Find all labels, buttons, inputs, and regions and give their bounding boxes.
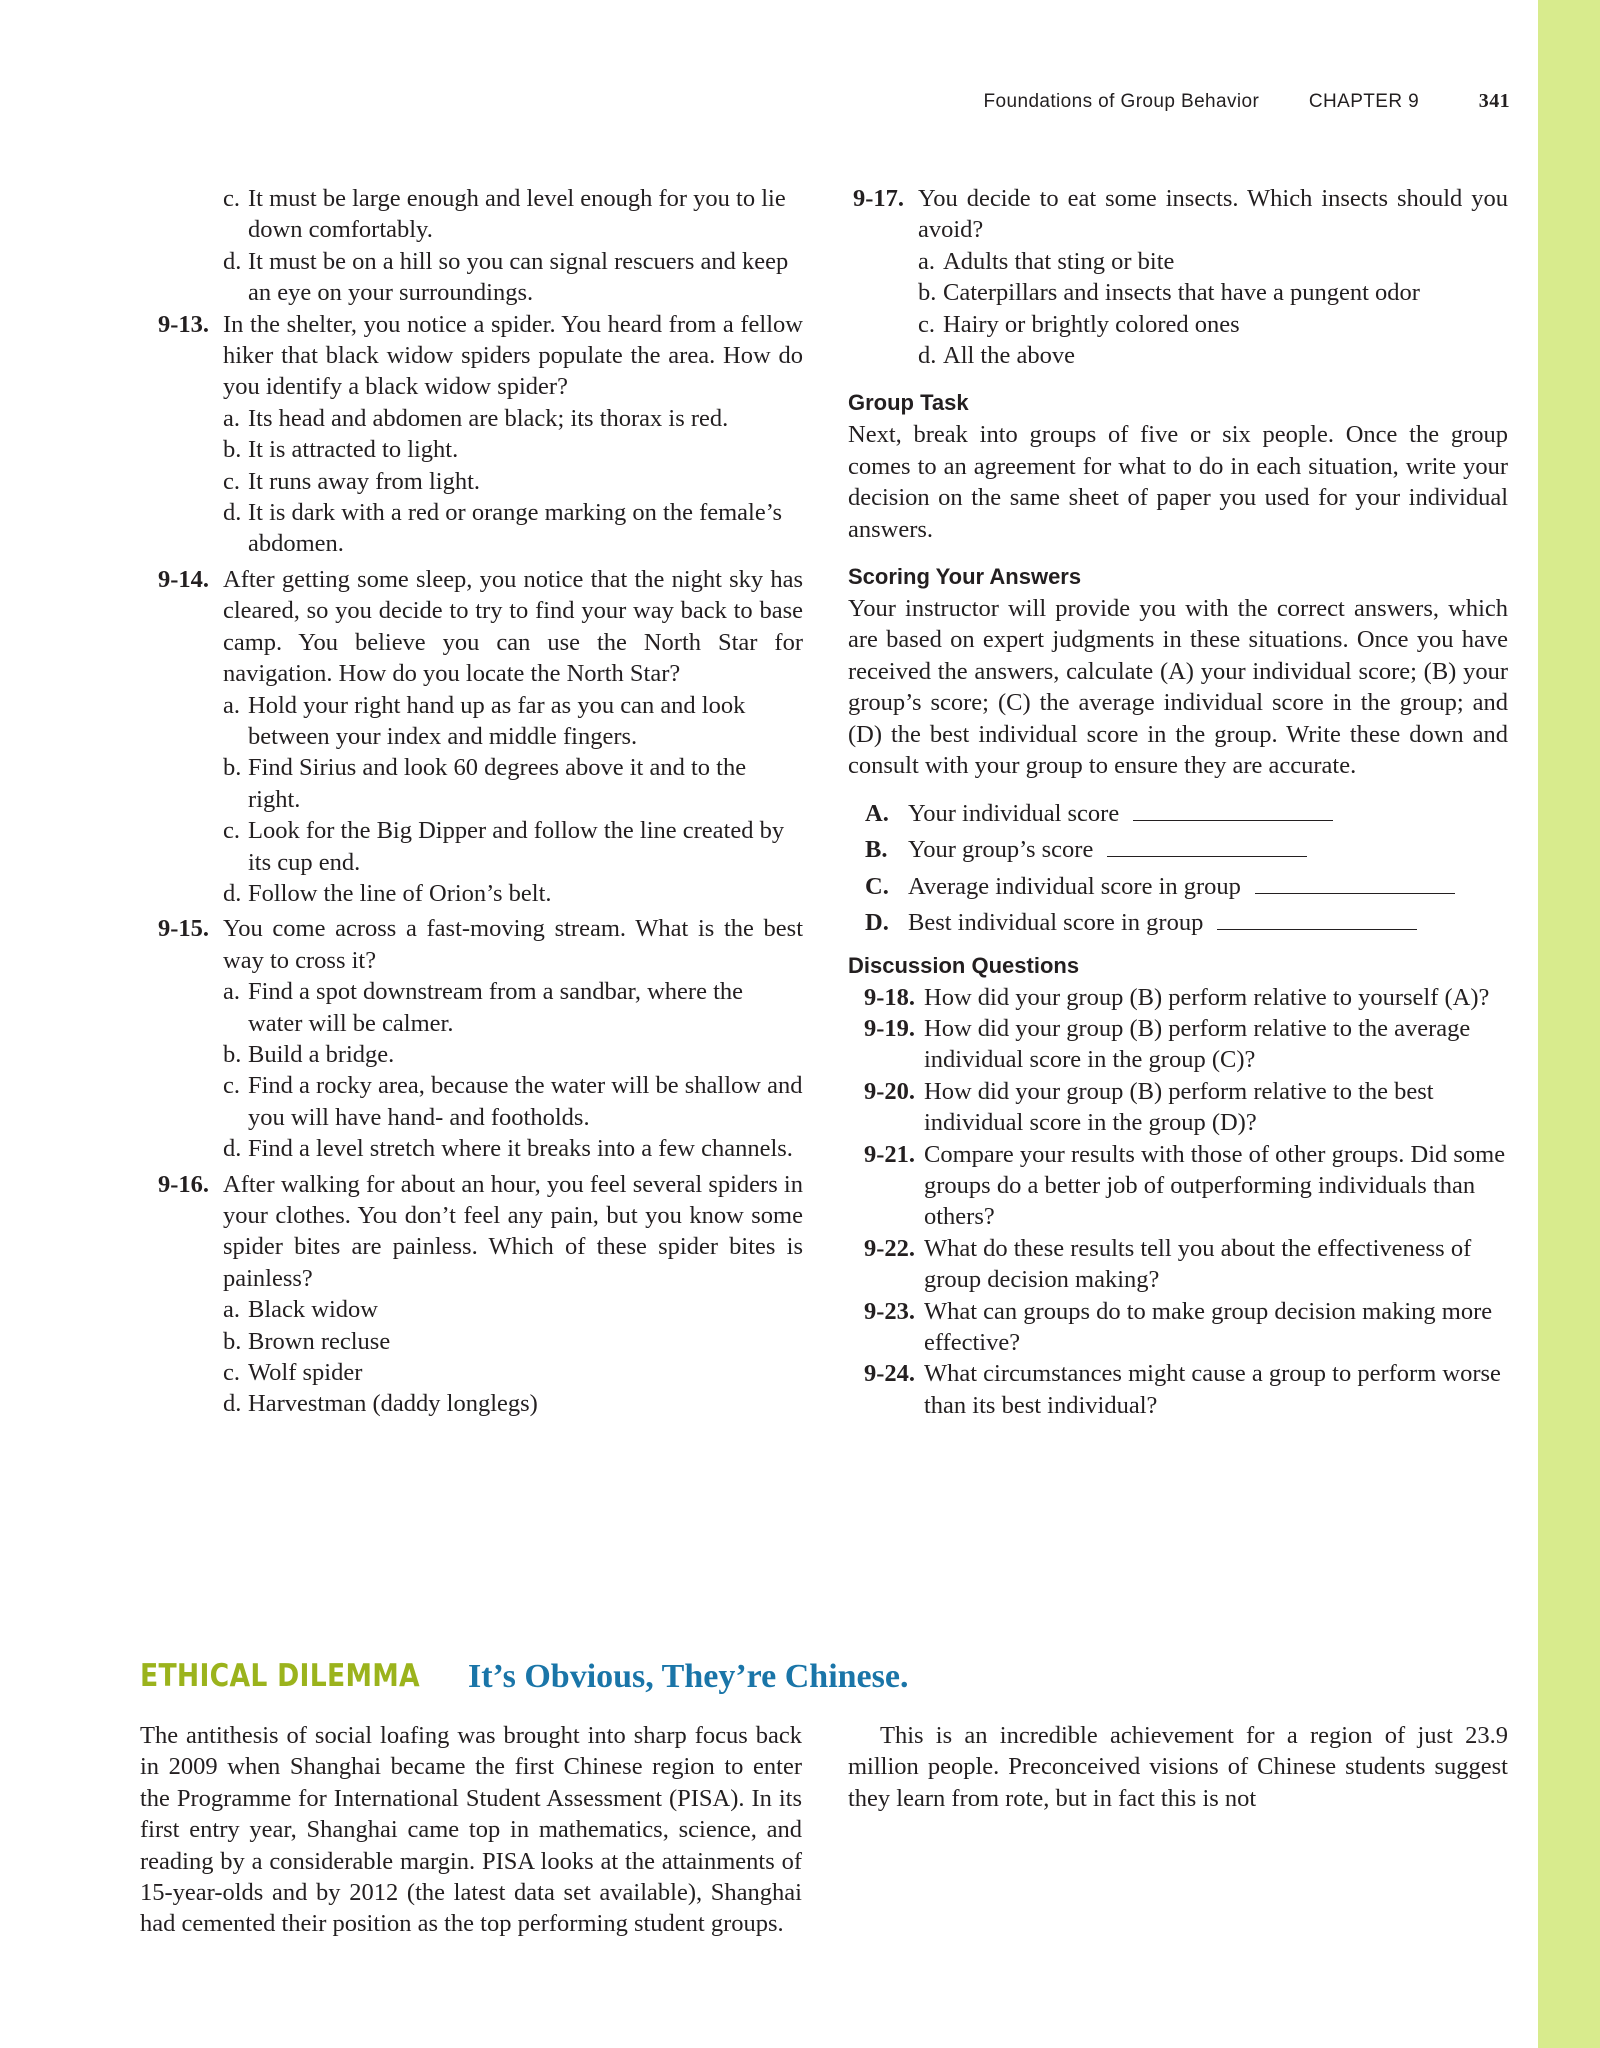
score-label: Best individual score in group xyxy=(908,909,1204,936)
option-letter: c. xyxy=(223,1359,240,1387)
question-text: After getting some sleep, you notice that the night sky has cleared, so you decide to try to find your way back to base camp. You believe you can use the North Star for navigation. How do you locate the North Star? xyxy=(223,565,803,688)
question-number: 9-20. xyxy=(864,1077,916,1105)
running-head xyxy=(940,90,1510,113)
option-text: Hold your right hand up as far as you can and look between your index and middle fingers. xyxy=(248,691,746,750)
question-number: 9-17. xyxy=(853,185,905,212)
score-letter: D. xyxy=(865,909,889,936)
option-item xyxy=(153,497,803,560)
discussion-question xyxy=(848,1013,1508,1076)
option-item xyxy=(848,340,1508,371)
option-item xyxy=(153,1294,803,1325)
score-list xyxy=(848,796,1508,942)
question-text: What do these results tell you about the effectiveness of group decision making? xyxy=(924,1234,1472,1294)
score-letter: A. xyxy=(865,799,889,827)
option-text: Brown recluse xyxy=(248,1327,391,1355)
discussion-question xyxy=(848,1296,1508,1359)
question-text: How did your group (B) perform relative to the average individual score in the group (C)? xyxy=(924,1014,1471,1074)
question-text: After walking for about an hour, you feel several spiders in your clothes. You don’t feel any pain, but you know some spider bites are painless. Which of these spider bites is painless? xyxy=(223,1170,803,1292)
option-letter: d. xyxy=(223,1390,242,1418)
question-text: Compare your results with those of other groups. Did some groups do a better job of outperforming individuals than others? xyxy=(924,1140,1506,1231)
option-item xyxy=(153,1070,803,1133)
option-text: It must be on a hill so you can signal rescuers and keep an eye on your surroundings. xyxy=(248,247,789,307)
option-letter: a. xyxy=(223,978,240,1006)
option-text: It runs away from light. xyxy=(248,467,481,495)
group-task-text: Next, break into groups of five or six people. Once the group comes to an agreement for what to do in each situation, write your decision on the same sheet of paper you used for your individual answers. xyxy=(848,421,1508,543)
option-text: Find a spot downstream from a sandbar, where the water will be calmer. xyxy=(248,978,744,1037)
option-text: Follow the line of Orion’s belt. xyxy=(248,879,552,907)
question-number: 9-21. xyxy=(864,1140,916,1168)
option-letter: a. xyxy=(223,404,240,432)
option-item xyxy=(153,434,803,465)
option-text: It is dark with a red or orange marking on the female’s abdomen. xyxy=(248,499,783,558)
option-item xyxy=(153,1388,803,1419)
left-column xyxy=(153,183,803,1420)
option-text: It is attracted to light. xyxy=(248,436,459,464)
option-letter: d. xyxy=(918,342,937,370)
option-text: Find a rocky area, because the water will be shallow and you will have hand- and footholds. xyxy=(248,1072,803,1131)
option-text: Wolf spider xyxy=(248,1359,363,1387)
question-number: 9-16. xyxy=(158,1170,210,1198)
option-item xyxy=(153,403,803,434)
ethical-dilemma-label: ETHICAL DILEMMA xyxy=(140,1658,420,1694)
option-text: Build a bridge. xyxy=(248,1040,395,1068)
option-item xyxy=(153,1326,803,1357)
right-column xyxy=(848,183,1508,1421)
option-item xyxy=(153,183,803,246)
score-label: Your group’s score xyxy=(908,836,1094,863)
option-letter: c. xyxy=(223,467,240,495)
question-text: What can groups do to make group decision making more effective? xyxy=(924,1297,1493,1356)
discussion-question xyxy=(848,982,1508,1013)
scoring-text: Your instructor will provide you with the correct answers, which are based on expert judgments in these situations. Once you have received the answers, calculate (A) your individual score; (B) your group’s score; (C) the average individual score in the group; and (D) the best individual score in the group. Write these down and consult with your group to ensure they are accurate. xyxy=(848,595,1508,780)
option-text: Hairy or brightly colored ones xyxy=(943,310,1240,338)
option-text: Find Sirius and look 60 degrees above it and to the right. xyxy=(248,754,747,813)
question-number: 9-13. xyxy=(158,310,210,338)
option-letter: d. xyxy=(223,499,242,527)
score-blank-line[interactable] xyxy=(1217,909,1417,930)
option-letter: d. xyxy=(223,247,242,275)
discussion-question xyxy=(848,1139,1508,1233)
score-letter: B. xyxy=(865,836,888,863)
option-item xyxy=(153,976,803,1039)
question-text: In the shelter, you notice a spider. You heard from a fellow hiker that black widow spiders populate the area. How do you identify a black widow spider? xyxy=(223,310,803,401)
ethical-dilemma-body-left xyxy=(140,1720,802,1940)
option-letter: b. xyxy=(223,754,242,782)
option-text: Caterpillars and insects that have a pungent odor xyxy=(943,279,1420,307)
question-9-17 xyxy=(848,183,1508,246)
option-letter: b. xyxy=(223,1327,242,1355)
option-item xyxy=(848,309,1508,340)
discussion-question xyxy=(848,1076,1508,1139)
option-letter: c. xyxy=(918,310,935,338)
side-color-band xyxy=(1538,0,1600,2048)
question-number: 9-18. xyxy=(864,983,916,1011)
group-task-heading: Group Task xyxy=(848,390,969,416)
option-item xyxy=(153,815,803,878)
option-letter: d. xyxy=(223,1135,242,1163)
option-item xyxy=(153,690,803,753)
option-item xyxy=(153,1133,803,1164)
option-item xyxy=(153,752,803,815)
question-text: You come across a fast-moving stream. What is the best way to cross it? xyxy=(223,915,803,974)
option-text: All the above xyxy=(943,342,1075,370)
ethical-dilemma-header xyxy=(140,1658,1540,1694)
discussion-question xyxy=(848,1358,1508,1421)
score-letter: C. xyxy=(865,872,889,900)
option-text: Harvestman (daddy longlegs) xyxy=(248,1390,538,1418)
ethical-dilemma-body-right xyxy=(848,1720,1508,1814)
option-text: Black widow xyxy=(248,1296,378,1324)
option-text: Look for the Big Dipper and follow the line created by its cup end. xyxy=(248,817,785,876)
option-letter: b. xyxy=(223,1040,242,1068)
question-9-15 xyxy=(153,913,803,976)
question-text: What circumstances might cause a group to perform worse than its best individual? xyxy=(924,1360,1501,1419)
option-letter: d. xyxy=(223,879,242,907)
option-letter: a. xyxy=(223,691,240,719)
question-number: 9-14. xyxy=(158,565,210,593)
question-number: 9-15. xyxy=(158,915,210,943)
option-item xyxy=(153,878,803,909)
discussion-question xyxy=(848,1233,1508,1296)
question-9-16 xyxy=(153,1169,803,1295)
option-letter: a. xyxy=(223,1296,240,1324)
option-letter: c. xyxy=(223,1072,240,1100)
score-row xyxy=(848,905,1508,942)
option-text: Its head and abdomen are black; its thorax is red. xyxy=(248,404,729,432)
question-number: 9-24. xyxy=(864,1360,916,1388)
score-blank-line[interactable] xyxy=(1107,836,1307,857)
scoring-heading: Scoring Your Answers xyxy=(848,564,1082,590)
score-row xyxy=(848,796,1508,833)
ethical-dilemma-paragraph: The antithesis of social loafing was brought into sharp focus back in 2009 when Shanghai became the first Chinese region to enter the Programme for International Student Assessment (PISA). In its first entry year, Shanghai came top in mathematics, science, and reading by a considerable margin. PISA looks at the attainments of 15-year-olds and by 2012 (the latest data set available), Shanghai had cemented their position as the top performing student groups. xyxy=(140,1722,802,1938)
ethical-dilemma-paragraph: This is an incredible achievement for a region of just 23.9 million people. Preconceived visions of Chinese students suggest they learn from rote, but in fact this is not xyxy=(848,1722,1508,1812)
question-9-14 xyxy=(153,564,803,690)
question-text: How did your group (B) perform relative to the best individual score in the group (D)? xyxy=(924,1077,1434,1137)
option-item xyxy=(848,277,1508,308)
option-text: It must be large enough and level enough for you to lie down comfortably. xyxy=(248,185,786,244)
score-row xyxy=(848,832,1508,869)
option-letter: b. xyxy=(223,436,242,464)
option-text: Adults that sting or bite xyxy=(943,247,1175,275)
question-number: 9-19. xyxy=(864,1014,916,1042)
option-letter: c. xyxy=(223,185,240,212)
option-item xyxy=(153,1357,803,1388)
page-number: 341 xyxy=(1478,90,1510,112)
option-letter: a. xyxy=(918,247,935,275)
question-9-13 xyxy=(153,309,803,403)
running-head-title: Foundations of Group Behavior xyxy=(983,91,1260,112)
score-blank-line[interactable] xyxy=(1255,873,1455,894)
option-text: Find a level stretch where it breaks into a few channels. xyxy=(248,1135,793,1163)
ethical-dilemma-title: It’s Obvious, They’re Chinese. xyxy=(468,1658,909,1695)
option-item xyxy=(848,246,1508,277)
score-label: Average individual score in group xyxy=(908,872,1241,900)
question-number: 9-23. xyxy=(864,1297,916,1325)
option-item xyxy=(153,1039,803,1070)
score-blank-line[interactable] xyxy=(1133,800,1333,821)
option-item xyxy=(153,466,803,497)
question-text: How did your group (B) perform relative to yourself (A)? xyxy=(924,983,1490,1011)
question-text: You decide to eat some insects. Which insects should you avoid? xyxy=(918,185,1508,244)
running-head-chapter: CHAPTER 9 xyxy=(1308,91,1420,112)
option-item xyxy=(153,246,803,309)
discussion-heading: Discussion Questions xyxy=(848,952,1080,978)
question-number: 9-22. xyxy=(864,1234,916,1262)
score-row xyxy=(848,869,1508,906)
option-letter: b. xyxy=(918,279,937,307)
score-label: Your individual score xyxy=(908,799,1120,827)
option-letter: c. xyxy=(223,817,240,845)
